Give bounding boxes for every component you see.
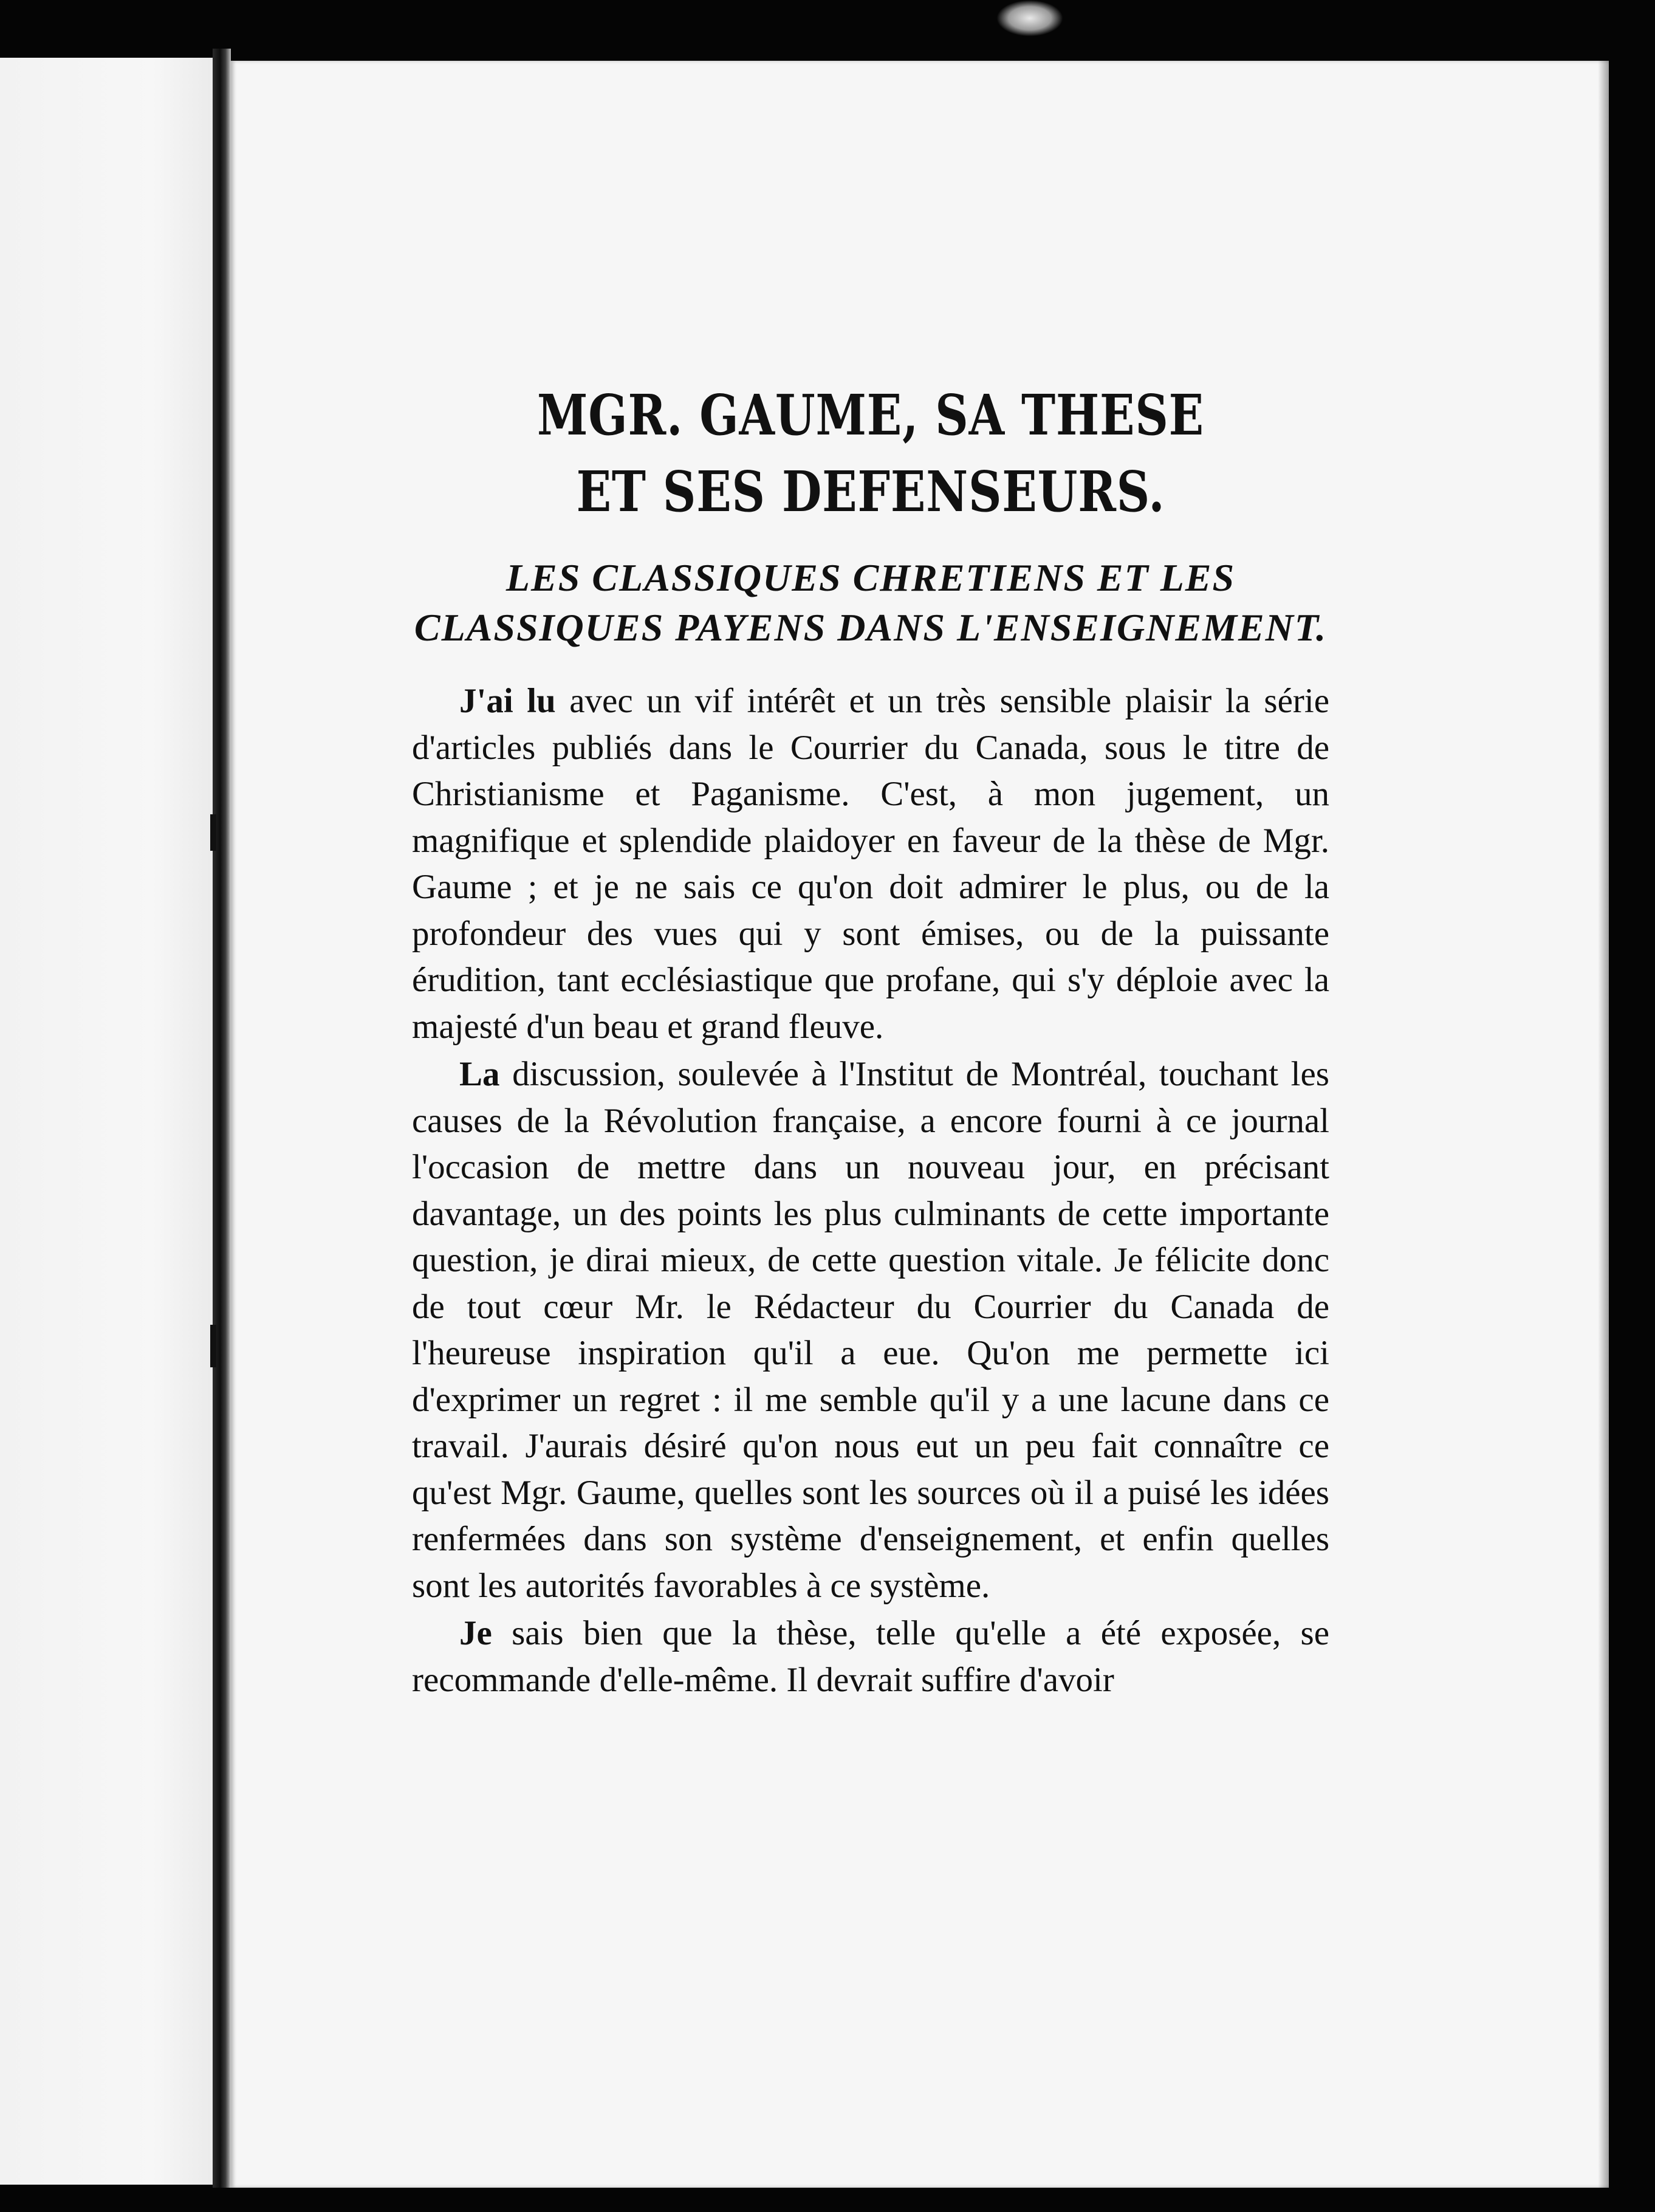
- page-title: MGR. GAUME, SA THESE ET SES DEFENSEURS.: [536, 382, 1205, 524]
- body-text: [412, 678, 1329, 1703]
- book-page: [230, 61, 1609, 2188]
- gutter-mark: [210, 814, 216, 851]
- book-gutter: [213, 49, 231, 2188]
- scan-smudge: [996, 0, 1063, 36]
- page-content: [412, 377, 1329, 1703]
- paragraph-lead: Je: [459, 1614, 492, 1652]
- paragraph-lead: J'ai lu: [459, 682, 556, 720]
- paragraph-text: discussion, soulevée à l'Institut de Montréal, touchant les causes de la Révolution française, a encore fourni à ce journal l'occasion de mettre dans un nouveau jour, en précisant davantage, un des points les plus culminants de cette importante question, je dirai mieux, de cette question vitale. Je félicite donc de tout cœur Mr. le Rédacteur du Courrier du Canada de l'heureuse inspiration qu'il a eue. Qu'on me permette ici d'exprimer un regret : il me semble qu'il y a une lacune dans ce travail. J'aurais désiré qu'on nous eut un peu fait connaître ce qu'est Mgr. Gaume, quelles sont les sources où il a puisé les idées renfermées dans son système d'enseignement, et enfin quelles sont les autorités favorables à ce système.: [412, 1055, 1329, 1605]
- page-subtitle: LES CLASSIQUES CHRETIENS ET LES CLASSIQUES PAYENS DANS L'ENSEIGNEMENT.: [414, 556, 1328, 649]
- paragraph: [412, 1610, 1329, 1703]
- paragraph-text: avec un vif intérêt et un très sensible plaisir la série d'articles publiés dans le Courrier du Canada, sous le titre de Christianisme et Paganisme. C'est, à mon jugement, un magnifique et splendide plaidoyer en faveur de la thèse de Mgr. Gaume ; et je ne sais ce qu'on doit admirer le plus, ou de la profondeur des vues qui y sont émises, ou de la puissante érudition, tant ecclésiastique que profane, qui s'y déploie avec la majesté d'un beau et grand fleuve.: [412, 682, 1329, 1046]
- page-edge-shadow: [1598, 61, 1609, 2188]
- paragraph-lead: La: [459, 1055, 500, 1093]
- paragraph: [412, 1051, 1329, 1609]
- gutter-mark: [210, 1325, 216, 1367]
- paragraph-text: sais bien que la thèse, telle qu'elle a été exposée, se recommande d'elle-même. Il devrait suffire d'avoir: [412, 1614, 1329, 1699]
- paragraph: [412, 678, 1329, 1050]
- left-facing-page: [0, 58, 219, 2185]
